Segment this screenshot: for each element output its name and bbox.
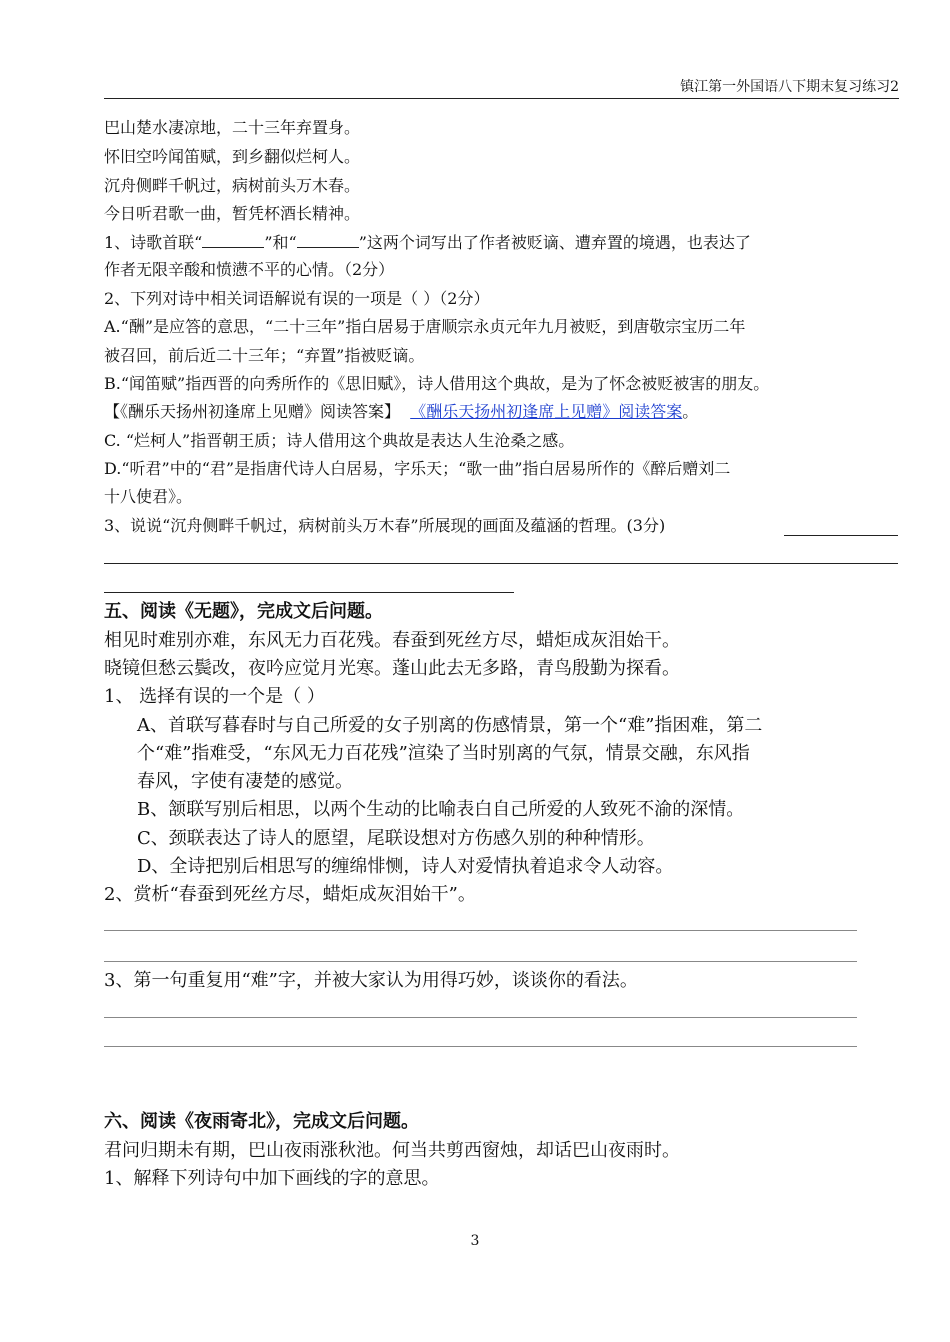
q3-answer-line-inline[interactable] [784, 535, 898, 536]
section5-q2-answer-line-1[interactable] [104, 930, 857, 931]
section5-title: 五、阅读《无题》，完成文后问题。 [104, 601, 383, 622]
poem1-line-4: 今日听君歌一曲，暂凭杯酒长精神。 [104, 204, 361, 223]
q2-option-d-2: 十八使君》。 [104, 487, 193, 506]
q2-stem: 2、下列对诗中相关词语解说有误的一项是（ ）（2分） [104, 289, 490, 308]
page-number: 3 [470, 1233, 480, 1249]
section5-poem-line-1: 相见时难别亦难，东风无力百花残。春蚕到死丝方尽，蜡炬成灰泪始干。 [104, 630, 680, 651]
section5-option-a-1: A、首联写暮春时与自己所爱的女子别离的伤感情景，第一个“难”指困难，第二 [137, 715, 763, 736]
section5-q2: 2、赏析“春蚕到死丝方尽，蜡炬成灰泪始干”。 [104, 884, 476, 905]
section5-q3-answer-line-1[interactable] [104, 1017, 857, 1018]
section5-option-a-3: 春风，字使有凄楚的感觉。 [137, 771, 353, 792]
q1-mid: ”和“ [264, 233, 297, 252]
q2-option-a-2: 被召回，前后近二十三年；“弃置”指被贬谪。 [104, 346, 425, 365]
section5-option-c: C、颈联表达了诗人的愿望，尾联设想对方伤感久别的种种情形。 [137, 828, 655, 849]
q1-line-1 [104, 232, 751, 253]
q1-suffix: ”这两个词写出了作者被贬谪、遭弃置的境遇，也表达了 [358, 233, 751, 252]
section6-q1: 1、解释下列诗句中加下画线的字的意思。 [104, 1168, 440, 1189]
poem1-line-3: 沉舟侧畔千帆过，病树前头万木春。 [104, 176, 361, 195]
q1-prefix: 1、诗歌首联“ [104, 233, 203, 252]
q1-line-2: 作者无限辛酸和愤懑不平的心情。（2分） [104, 260, 395, 279]
q2-reference-line [104, 402, 698, 422]
reference-link[interactable]: 《酬乐天扬州初逢席上见赠》阅读答案 [410, 402, 683, 421]
q3-answer-line-2[interactable] [104, 592, 514, 593]
q2-option-c: C. “烂柯人”指晋朝王质；诗人借用这个典故是表达人生沧桑之感。 [104, 431, 575, 450]
section6-poem: 君问归期未有期，巴山夜雨涨秋池。何当共剪西窗烛，却话巴山夜雨时。 [104, 1140, 680, 1161]
section5-q3-answer-line-2[interactable] [104, 1046, 857, 1047]
q1-blank-2[interactable] [297, 232, 359, 248]
section5-q2-answer-line-2[interactable] [104, 961, 857, 962]
reference-end: 。 [682, 402, 699, 421]
reference-label: 【《酬乐天扬州初逢席上见赠》阅读答案】 [104, 402, 401, 421]
section5-option-d: D、全诗把别后相思写的缠绵悱恻，诗人对爱情执着追求令人动容。 [137, 856, 674, 877]
q1-blank-1[interactable] [202, 232, 264, 248]
section5-option-b: B、颔联写别后相思，以两个生动的比喻表白自己所爱的人致死不渝的深情。 [137, 799, 745, 820]
header-title: 镇江第一外国语八下期末复习练习2 [680, 79, 899, 95]
section6-title: 六、阅读《夜雨寄北》，完成文后问题。 [104, 1111, 419, 1132]
poem1-line-1: 巴山楚水凄凉地，二十三年弃置身。 [104, 118, 361, 137]
q3-text: 3、说说“沉舟侧畔千帆过，病树前头万木春”所展现的画面及蕴涵的哲理。(3分) [104, 516, 666, 535]
q2-option-a-1: A.“酬”是应答的意思，“二十三年”指白居易于唐顺宗永贞元年九月被贬，到唐敬宗宝历二年 [104, 317, 746, 336]
page-header [104, 72, 899, 99]
q2-option-d-1: D.“听君”中的“君”是指唐代诗人白居易，字乐天；“歌一曲”指白居易所作的《醉后赠刘二 [104, 459, 731, 478]
poem1-line-2: 怀旧空吟闻笛赋，到乡翻似烂柯人。 [104, 147, 361, 166]
section5-q3: 3、第一句重复用“难”字，并被大家认为用得巧妙，谈谈你的看法。 [104, 970, 638, 991]
q2-option-b: B.“闻笛赋”指西晋的向秀所作的《思旧赋》，诗人借用这个典故，是为了怀念被贬被害的朋友。 [104, 374, 770, 393]
section5-q1: 1、 选择有误的一个是（ ） [104, 686, 325, 707]
q3-answer-line-1[interactable] [104, 563, 898, 564]
section5-option-a-2: 个“难”指难受，“东风无力百花残”渲染了当时别离的气氛，情景交融，东风指 [137, 743, 750, 764]
section5-poem-line-2: 晓镜但愁云鬓改，夜吟应觉月光寒。蓬山此去无多路，青鸟殷勤为探看。 [104, 658, 680, 679]
